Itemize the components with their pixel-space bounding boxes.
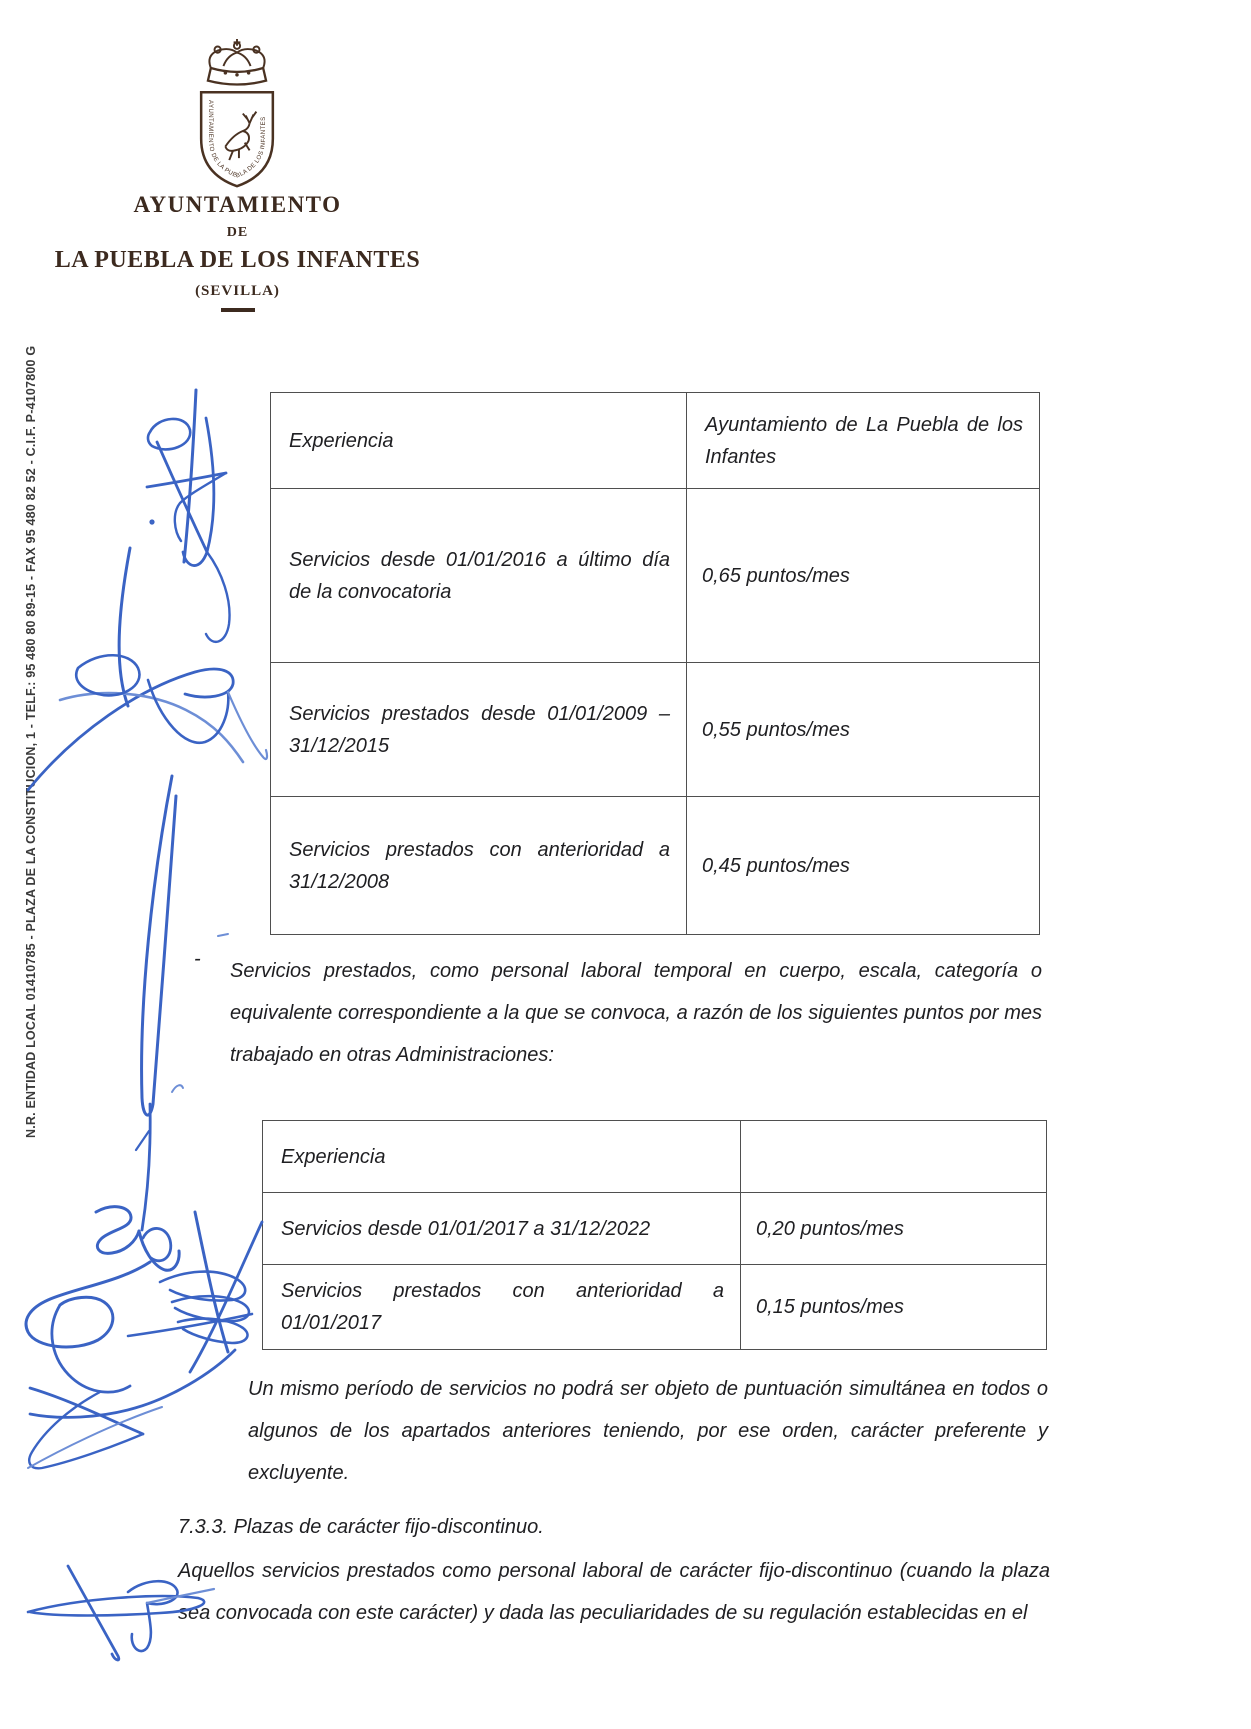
table-row	[271, 797, 1040, 935]
table-cell: 0,15 puntos/mes	[741, 1265, 1047, 1350]
table-cell: 0,20 puntos/mes	[741, 1193, 1047, 1265]
table-cell: Servicios prestados con anterioridad a 01/01/2017	[263, 1265, 741, 1350]
table-cell: 0,55 puntos/mes	[687, 663, 1040, 797]
org-name-line2: DE	[226, 225, 249, 240]
table-row	[263, 1193, 1047, 1265]
signature-main-ink	[26, 1207, 262, 1469]
paragraph-aquellos: Aquellos servicios prestados como personal laboral de carácter fijo-discontinuo (cuando la plaza sea convocada con este carácter) y dada las peculiaridades de su regulación establecidas en el	[178, 1560, 1050, 1624]
table-cell: 0,45 puntos/mes	[687, 797, 1040, 935]
table-cell: Servicios prestados desde 01/01/2009 – 31/12/2015	[271, 663, 687, 797]
table-cell: Servicios prestados con anterioridad a 31/12/2008	[271, 797, 687, 935]
crown-icon	[208, 39, 266, 85]
bullet-marker: -	[194, 948, 201, 970]
deer-icon	[225, 112, 256, 160]
municipal-crest-icon	[177, 38, 297, 193]
table-cell: Experiencia	[271, 393, 687, 489]
table-cell: Servicios desde 01/01/2016 a último día de la convocatoria	[271, 489, 687, 663]
table-cell: Servicios desde 01/01/2017 a 31/12/2022	[263, 1193, 741, 1265]
bullet-paragraph: Servicios prestados, como personal laboral temporal en cuerpo, escala, categoría o equivalente correspondiente a la que se convoca, a razón de los siguientes puntos por mes trabajado en otras Administraciones:	[230, 960, 1042, 1066]
signature-top-ink	[147, 390, 230, 936]
crest-ring-text: AYUNTAMIENTO DE LA PUEBLA DE LOS INFANTES	[206, 100, 268, 180]
signature-middle-ink	[28, 548, 267, 1230]
section-heading-733: 7.3.3. Plazas de carácter fijo-discontinuo.	[178, 1516, 544, 1538]
org-name-line4: (SEVILLA)	[195, 283, 280, 299]
table-cell: Experiencia	[263, 1121, 741, 1193]
svg-text:AYUNTAMIENTO DE LA PUEBLA DE L	[207, 100, 267, 180]
table-cell: Ayuntamiento de La Puebla de los Infantes	[687, 393, 1040, 489]
org-name-line3: LA PUEBLA DE LOS INFANTES	[54, 247, 421, 273]
org-name-line1: AYUNTAMIENTO	[133, 192, 342, 217]
experience-table-local	[270, 392, 1040, 935]
paragraph-un-mismo: Un mismo período de servicios no podrá ser objeto de puntuación simultánea en todos o algunos de los apartados anteriores teniendo, por ese orden, carácter preferente y excluyente.	[248, 1378, 1048, 1484]
experience-table-other-administrations	[262, 1120, 1047, 1350]
shield-icon	[201, 92, 273, 186]
table-row	[263, 1265, 1047, 1350]
table-row	[271, 393, 1040, 489]
table-cell	[741, 1121, 1047, 1193]
table-cell: 0,65 puntos/mes	[687, 489, 1040, 663]
table-row	[263, 1121, 1047, 1193]
sidebar-registration-text: N.R. ENTIDAD LOCAL 01410785 - PLAZA DE LA CONSTITUCION, 1 - TELF.: 95 480 80 89-15 - FAX 95 480 82 52 - C.I.F. P-4107800 G	[24, 345, 38, 1138]
org-underline	[221, 308, 255, 312]
table-row	[271, 663, 1040, 797]
org-name-block	[40, 192, 435, 312]
table-row	[271, 489, 1040, 663]
